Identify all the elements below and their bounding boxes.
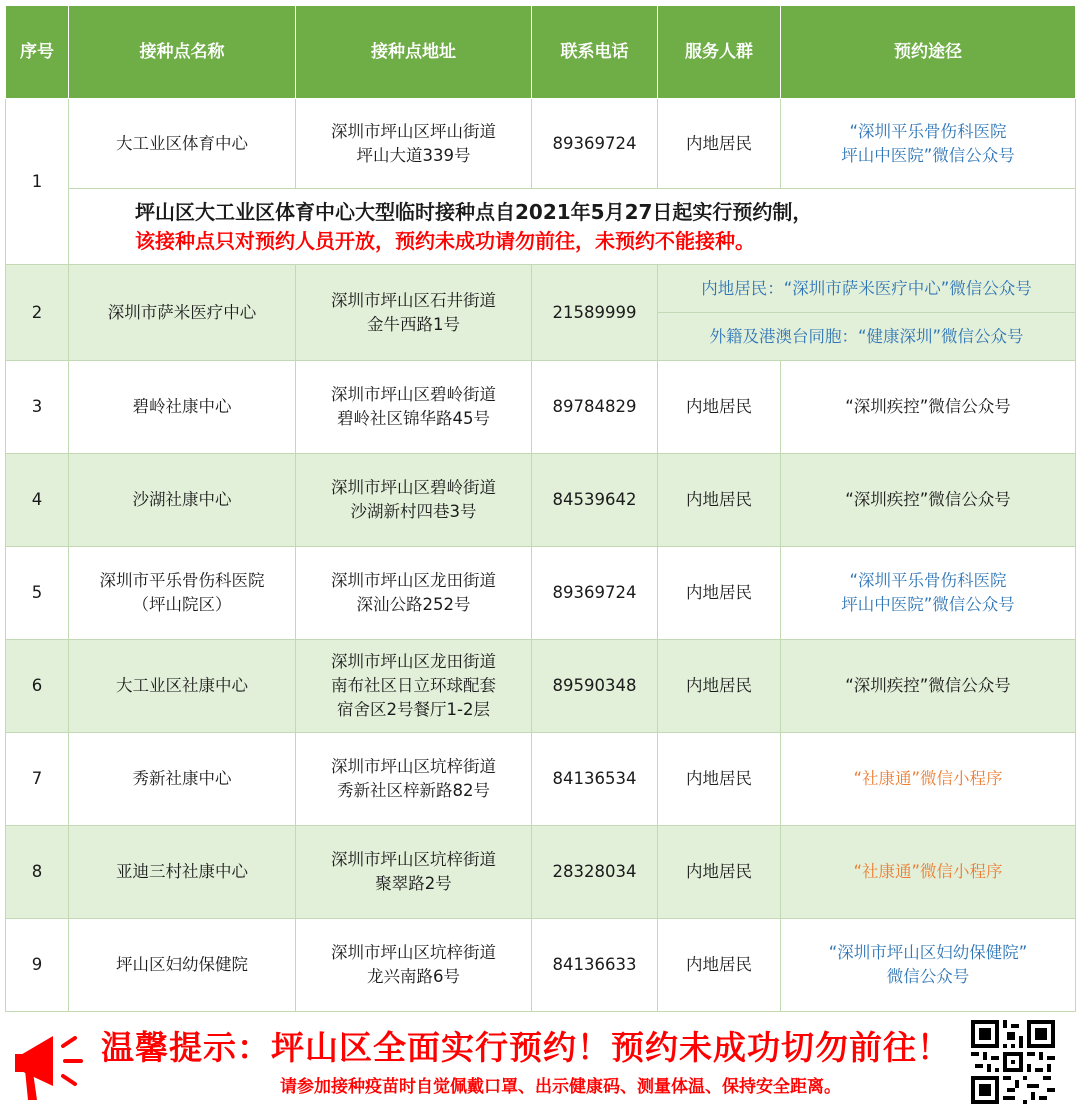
site-address: 深圳市坪山区坪山街道 坪山大道339号 — [296, 99, 532, 189]
table-row — [6, 640, 1076, 733]
site-name: 沙湖社康中心 — [69, 454, 296, 547]
site-phone[interactable]: 89590348 — [532, 640, 658, 733]
notice-text — [69, 189, 1076, 265]
megaphone-icon — [13, 1022, 87, 1104]
notice-row — [6, 189, 1076, 265]
site-phone[interactable]: 89784829 — [532, 361, 658, 454]
table-row — [6, 265, 1076, 313]
reminder-footer — [5, 1016, 1075, 1108]
booking-route-foreign[interactable]: 外籍及港澳台同胞：“健康深圳”微信公众号 — [658, 313, 1076, 361]
booking-route[interactable]: “深圳疾控”微信公众号 — [781, 640, 1076, 733]
table-row — [6, 733, 1076, 826]
booking-route[interactable]: “深圳平乐骨伤科医院 坪山中医院”微信公众号 — [781, 99, 1076, 189]
qr-code-icon[interactable] — [971, 1020, 1055, 1104]
notice-line-2: 该接种点只对预约人员开放，预约未成功请勿前往，未预约不能接种。 — [135, 228, 755, 253]
site-address: 深圳市坪山区坑梓街道 聚翠路2号 — [296, 826, 532, 919]
site-name: 深圳市萨米医疗中心 — [69, 265, 296, 361]
site-name: 亚迪三村社康中心 — [69, 826, 296, 919]
row-no: 9 — [6, 919, 69, 1012]
reminder-subtitle: 请参加接种疫苗时自觉佩戴口罩、出示健康码、测量体温、保持安全距离。 — [280, 1077, 841, 1097]
site-address: 深圳市坪山区坑梓街道 龙兴南路6号 — [296, 919, 532, 1012]
site-address: 深圳市坪山区碧岭街道 沙湖新村四巷3号 — [296, 454, 532, 547]
site-name: 秀新社康中心 — [69, 733, 296, 826]
booking-route[interactable]: “深圳疾控”微信公众号 — [781, 454, 1076, 547]
site-name: 大工业区体育中心 — [69, 99, 296, 189]
service-group: 内地居民 — [658, 99, 781, 189]
booking-route[interactable]: “深圳疾控”微信公众号 — [781, 361, 1076, 454]
site-phone[interactable]: 84136534 — [532, 733, 658, 826]
row-no: 1 — [6, 99, 69, 265]
site-address: 深圳市坪山区碧岭街道 碧岭社区锦华路45号 — [296, 361, 532, 454]
row-no: 6 — [6, 640, 69, 733]
booking-route[interactable]: “社康通”微信小程序 — [781, 733, 1076, 826]
header-site-address: 接种点地址 — [296, 6, 532, 99]
site-phone[interactable]: 89369724 — [532, 547, 658, 640]
header-phone: 联系电话 — [532, 6, 658, 99]
site-name: 坪山区妇幼保健院 — [69, 919, 296, 1012]
row-no: 7 — [6, 733, 69, 826]
site-address: 深圳市坪山区龙田街道 南布社区日立环球配套 宿舍区2号餐厅1-2层 — [296, 640, 532, 733]
row-no: 8 — [6, 826, 69, 919]
service-group: 内地居民 — [658, 361, 781, 454]
site-address: 深圳市坪山区石井街道 金牛西路1号 — [296, 265, 532, 361]
site-phone[interactable]: 28328034 — [532, 826, 658, 919]
site-name: 深圳市平乐骨伤科医院 （坪山院区） — [69, 547, 296, 640]
site-phone[interactable]: 84136633 — [532, 919, 658, 1012]
booking-route[interactable]: “深圳平乐骨伤科医院 坪山中医院”微信公众号 — [781, 547, 1076, 640]
header-booking-route: 预约途径 — [781, 6, 1076, 99]
service-group: 内地居民 — [658, 640, 781, 733]
table-row — [6, 99, 1076, 189]
site-phone[interactable]: 21589999 — [532, 265, 658, 361]
row-no: 4 — [6, 454, 69, 547]
header-service-group: 服务人群 — [658, 6, 781, 99]
vaccination-sites-table — [5, 5, 1076, 1012]
service-group: 内地居民 — [658, 454, 781, 547]
table-row — [6, 826, 1076, 919]
site-address: 深圳市坪山区龙田街道 深汕公路252号 — [296, 547, 532, 640]
row-no: 5 — [6, 547, 69, 640]
table-row — [6, 361, 1076, 454]
service-group: 内地居民 — [658, 826, 781, 919]
row-no: 3 — [6, 361, 69, 454]
booking-route[interactable]: “深圳市坪山区妇幼保健院” 微信公众号 — [781, 919, 1076, 1012]
booking-route[interactable]: “社康通”微信小程序 — [781, 826, 1076, 919]
site-address: 深圳市坪山区坑梓街道 秀新社区梓新路82号 — [296, 733, 532, 826]
table-row — [6, 919, 1076, 1012]
table-header-row — [6, 6, 1076, 99]
reminder-title: 温馨提示：坪山区全面实行预约！预约未成功切勿前往！ — [101, 1028, 951, 1067]
service-group: 内地居民 — [658, 547, 781, 640]
header-site-name: 接种点名称 — [69, 6, 296, 99]
site-phone[interactable]: 84539642 — [532, 454, 658, 547]
service-group: 内地居民 — [658, 733, 781, 826]
site-name: 大工业区社康中心 — [69, 640, 296, 733]
site-phone[interactable]: 89369724 — [532, 99, 658, 189]
booking-route-mainland[interactable]: 内地居民：“深圳市萨米医疗中心”微信公众号 — [658, 265, 1076, 313]
table-row — [6, 547, 1076, 640]
row-no: 2 — [6, 265, 69, 361]
service-group: 内地居民 — [658, 919, 781, 1012]
notice-line-1: 坪山区大工业区体育中心大型临时接种点自2021年5月27日起实行预约制， — [135, 199, 813, 224]
table-row — [6, 454, 1076, 547]
site-name: 碧岭社康中心 — [69, 361, 296, 454]
header-no: 序号 — [6, 6, 69, 99]
vaccination-sites-container — [5, 5, 1075, 1012]
